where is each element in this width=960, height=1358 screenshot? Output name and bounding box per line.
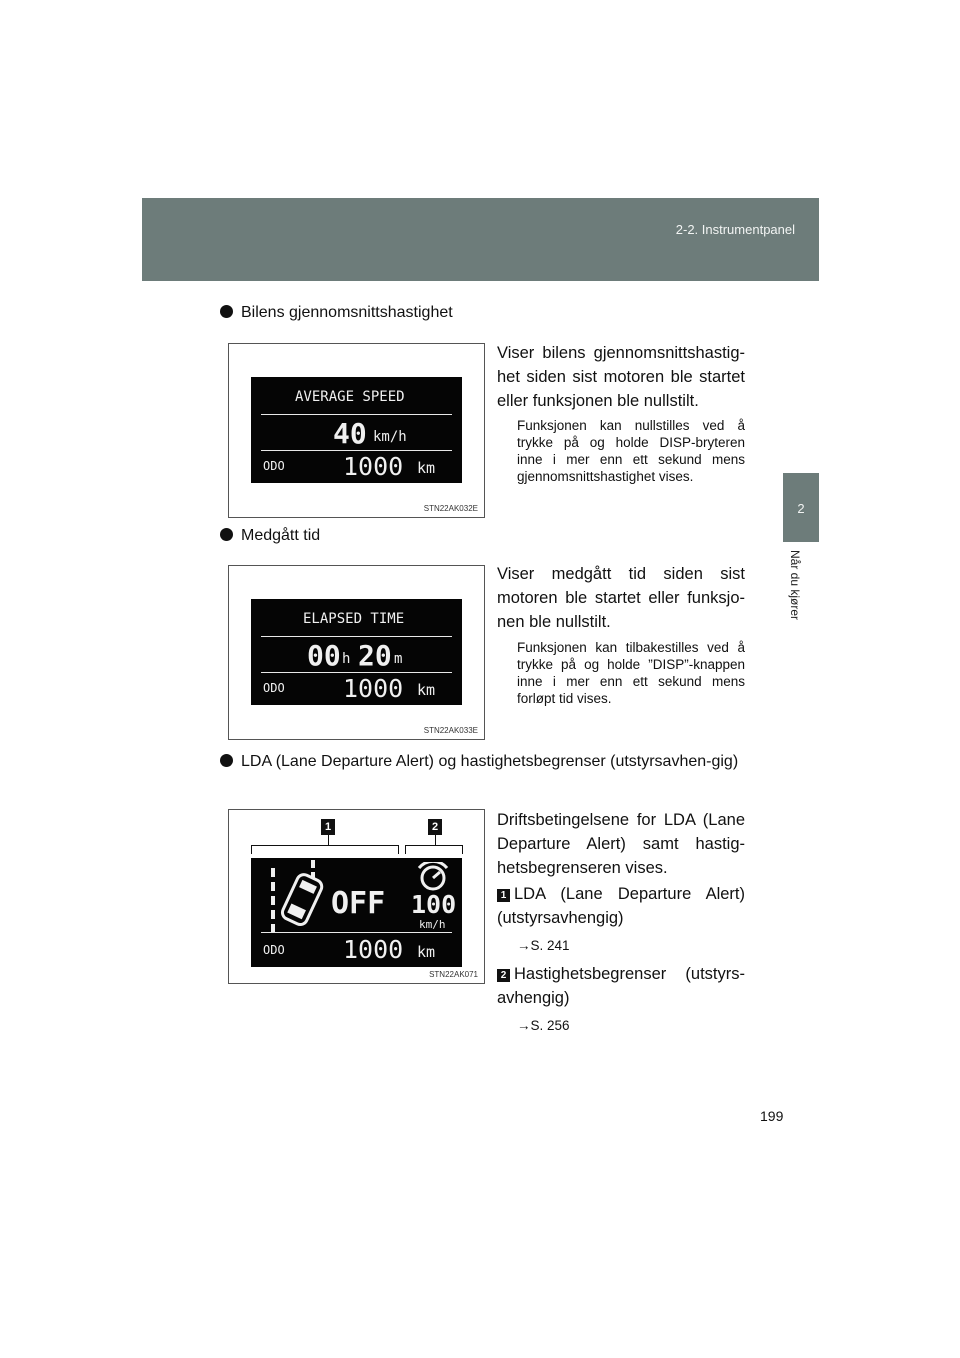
chapter-tab: [783, 473, 819, 542]
odo-value: 1000: [343, 452, 404, 481]
odo-unit: km: [417, 681, 436, 699]
list-item: [497, 882, 745, 930]
limiter-speed-unit: km/h: [419, 918, 446, 931]
bullet-icon: [220, 754, 233, 767]
bullet-icon: [220, 305, 233, 318]
display-value: 40: [333, 417, 367, 450]
odo-label: ODO: [263, 459, 285, 473]
bullet-heading: Medgått tid: [220, 527, 320, 545]
item-label: Hastighetsbegrenser (utstyrs-avhengig): [497, 965, 745, 1007]
display-minutes-unit: m: [394, 651, 403, 667]
item-number: 1: [497, 889, 510, 902]
list-item: [497, 962, 745, 1010]
display-unit: km/h: [373, 429, 407, 445]
section-note: Funksjonen kan tilbakestilles ved å trykke på og holde ”DISP”-knappen inne i mer enn ett sekund mens forløpt tid vises.: [517, 640, 745, 706]
section-title: 2-2. Instrumentpanel: [675, 222, 795, 237]
display-minutes: 20: [358, 639, 392, 672]
callout-2: 2: [428, 819, 442, 835]
lda-status: OFF: [331, 886, 386, 921]
odo-label: ODO: [263, 943, 285, 957]
odo-unit: km: [417, 459, 436, 477]
display-screen: [251, 858, 462, 967]
odo-value: 1000: [343, 674, 404, 703]
display-hours-unit: h: [342, 651, 351, 667]
figure-code: STN22AK033E: [423, 726, 478, 735]
figure-average-speed: [228, 343, 485, 518]
section-text: Driftsbetingelsene for LDA (Lane Departure Alert) samt hastig-hetsbegrenseren vises.: [497, 811, 745, 877]
page-reference-link[interactable]: →S. 241: [517, 938, 570, 953]
section-note: Funksjonen kan nullstilles ved å trykke på og holde DISP-bryteren inne i mer enn ett sekund mens gjennomsnittshastighet vises.: [517, 418, 745, 484]
arrow-right-icon: →: [517, 938, 531, 953]
figure-code: STN22AK071: [429, 970, 478, 979]
display-title: ELAPSED TIME: [303, 611, 405, 627]
section-text: Viser bilens gjennomsnittshastig-het siden sist motoren ble startet eller funksjonen ble nullstilt.: [497, 344, 745, 410]
speed-limiter-icon: [413, 862, 453, 892]
odo-label: ODO: [263, 681, 285, 695]
page-number: 199: [760, 1108, 784, 1124]
display-screen: [251, 599, 462, 705]
bullet-icon: [220, 528, 233, 541]
odo-value: 1000: [343, 935, 404, 964]
limiter-speed: 100: [411, 890, 457, 919]
item-label: LDA (Lane Departure Alert) (utstyrsavhengig): [497, 885, 745, 927]
bullet-heading: LDA (Lane Departure Alert) og hastighetsbegrenser (utstyrsavhen-gig): [220, 750, 748, 774]
chapter-label-text: Når du kjører: [788, 550, 802, 621]
odo-unit: km: [417, 943, 436, 961]
figure-code: STN22AK032E: [423, 504, 478, 513]
figure-lda-speed-limiter: [228, 809, 485, 984]
chapter-number: 2: [797, 501, 805, 516]
display-screen: [251, 377, 462, 483]
display-title: AVERAGE SPEED: [295, 389, 405, 405]
chapter-label: [786, 550, 806, 670]
figure-elapsed-time: [228, 565, 485, 740]
callout-1: 1: [321, 819, 335, 835]
item-number: 2: [497, 969, 510, 982]
arrow-right-icon: →: [517, 1018, 531, 1033]
bullet-heading: Bilens gjennomsnittshastighet: [220, 304, 453, 322]
display-hours: 00: [307, 639, 341, 672]
header-band: [142, 198, 819, 281]
bracket-speed-limiter: [405, 845, 463, 854]
page-reference-link[interactable]: →S. 256: [517, 1018, 570, 1033]
section-text: Viser medgått tid siden sist motoren ble startet eller funksjo-nen ble nullstilt.: [497, 565, 745, 631]
bracket-lda: [251, 845, 399, 854]
